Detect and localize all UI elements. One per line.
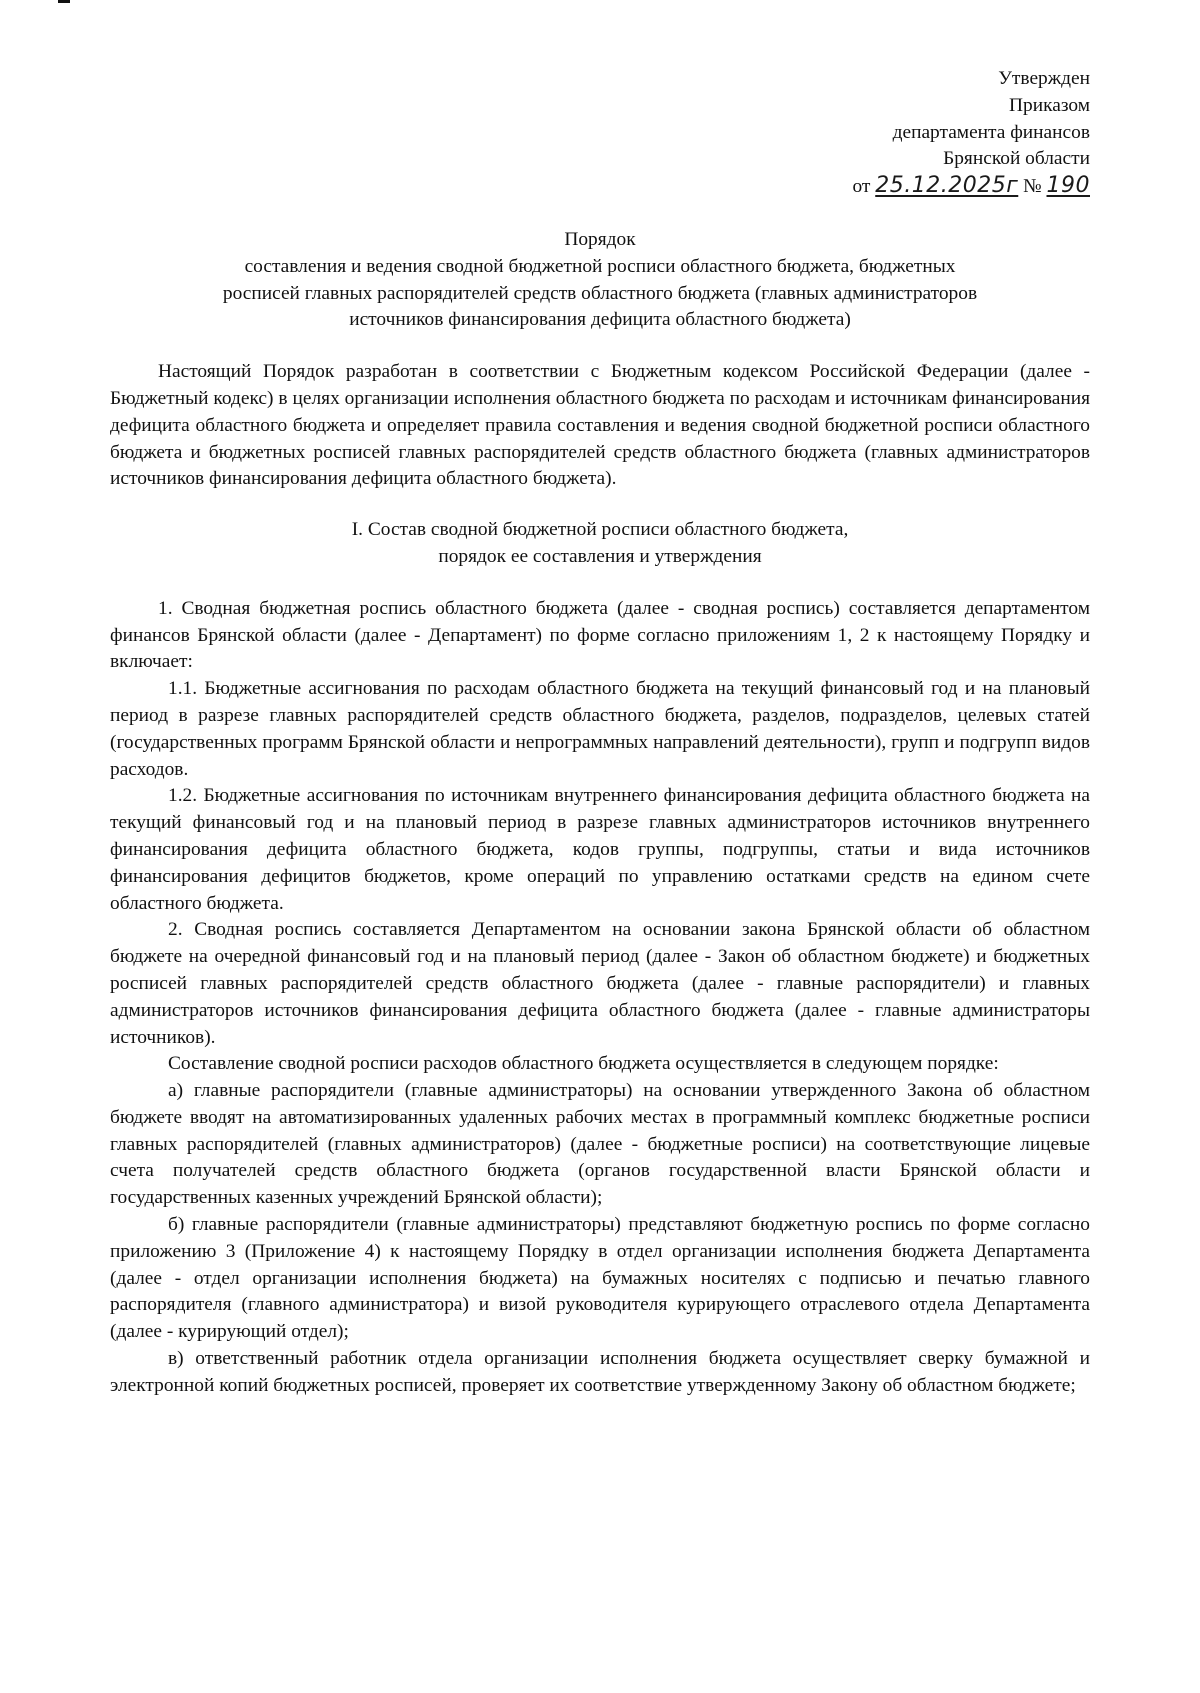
paragraph-1-1: 1.1. Бюджетные ассигнования по расходам областного бюджета на текущий финансовый год и на плановый период в разрезе главных распорядителей средств областного бюджета, разделов, подразделов, целевых статей (государственных программ Брянской области и непрограммных направлений деятельности), групп и подгрупп видов расходов. [110, 678, 1090, 780]
approval-block [110, 66, 1090, 201]
paragraph-v: в) ответственный работник отдела организации исполнения бюджета осуществляет сверку бумажной и электронной копий бюджетных росписей, проверяет их соответствие утвержденному Закону об областном бюджете; [110, 1348, 1090, 1396]
document-page [110, 66, 1090, 1400]
approval-date-line [110, 173, 1090, 201]
approval-line-approved: Утвержден [998, 68, 1090, 89]
title-line-1: Порядок [564, 228, 636, 250]
paragraph-compilation-order: Составление сводной росписи расходов областного бюджета осуществляется в следующем порядке: [168, 1053, 999, 1075]
title-line-3: росписей главных распорядителей средств областного бюджета (главных администраторов [222, 282, 978, 304]
paragraph-1-2: 1.2. Бюджетные ассигнования по источникам внутреннего финансирования дефицита областного бюджета на текущий финансовый год и на плановый период в разрезе главных администраторов источников внутреннего финансирования дефицита областного бюджета, кодов группы, подгруппы, статьи и вида источников финансирования дефицитов бюджетов, кроме операций по управлению остатками средств на едином счете областного бюджета. [110, 785, 1090, 914]
section-1-heading-line-2: порядок ее составления и утверждения [438, 545, 762, 567]
title-line-4: источников финансирования дефицита областного бюджета) [349, 309, 851, 331]
approval-line-order: Приказом [1009, 94, 1090, 116]
paragraph-2: 2. Сводная роспись составляется Департаментом на основании закона Брянской области об областном бюджете на очередной финансовый год и на плановый период (далее - Закон об областном бюджете) и бюджетных росписей главных распорядителей средств областного бюджета (далее - главные распорядители) и главных администраторов источников финансирования дефицита областного бюджета (далее - главные администраторы источников). [110, 919, 1090, 1048]
number-prefix: № [1023, 176, 1042, 198]
scan-artifact [58, 0, 70, 3]
title-line-2: составления и ведения сводной бюджетной росписи областного бюджета, бюджетных [244, 255, 956, 277]
approval-line-region: Брянской области [943, 148, 1090, 170]
paragraph-b: б) главные распорядители (главные администраторы) представляют бюджетную роспись по форме согласно приложению 3 (Приложение 4) к настоящему Порядку в отдел организации исполнения бюджета Департамента (далее - отдел организации исполнения бюджета) на бумажных носителях с подписью и печатью главного распорядителя (главного администратора) и визой руководителя курирующего отраслевого отдела Департамента (далее - курирующий отдел); [110, 1214, 1090, 1343]
handwritten-number: 190 [1046, 173, 1090, 199]
intro-paragraph: Настоящий Порядок разработан в соответствии с Бюджетным кодексом Российской Федерации (далее - Бюджетный кодекс) в целях организации исполнения областного бюджета по расходам и источникам финансирования дефицита областного бюджета и определяет правила составления и ведения сводной бюджетной росписи областного бюджета и бюджетных росписей главных распорядителей средств областного бюджета (главных администраторов источников финансирования дефицита областного бюджета). [110, 361, 1090, 490]
section-1-heading-line-1: I. Состав сводной бюджетной росписи областного бюджета, [351, 519, 849, 541]
document-title [110, 227, 1090, 334]
approval-line-department: департамента финансов [892, 121, 1090, 143]
paragraph-a: а) главные распорядители (главные администраторы) на основании утвержденного Закона об областном бюджете вводят на автоматизированных удаленных рабочих местах в программный комплекс бюджетные росписи главных распорядителей (главных администраторов) (далее - бюджетные росписи) на соответствующие лицевые счета получателей средств областного бюджета (органов государственной власти Брянской области и государственных казенных учреждений Брянской области); [110, 1080, 1090, 1209]
handwritten-date: 25.12.2025г [875, 173, 1019, 199]
paragraph-1: 1. Сводная бюджетная роспись областного бюджета (далее - сводная роспись) составляется департаментом финансов Брянской области (далее - Департамент) по форме согласно приложениям 1, 2 к настоящему Порядку и включает: [110, 597, 1090, 673]
section-1-heading [110, 517, 1090, 571]
date-prefix: от [852, 176, 871, 198]
